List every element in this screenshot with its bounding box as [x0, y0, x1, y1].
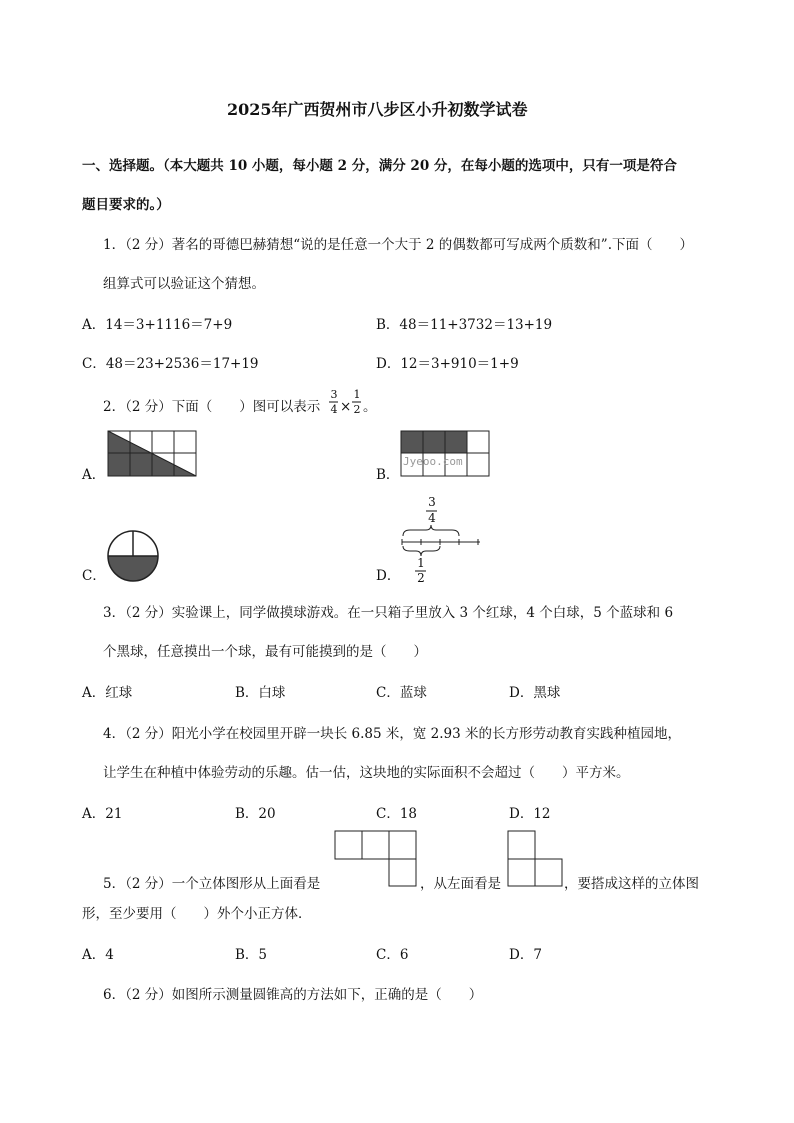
question-1-option-c: C．48＝23+2536＝17+19	[82, 356, 259, 372]
jyeoo-watermark: Jyeoo.com	[403, 455, 463, 468]
option-d-bottom-numerator: 1	[417, 556, 425, 570]
question-4-option-d: D．12	[509, 806, 551, 822]
section-heading-cont: 题目要求的。）	[82, 197, 170, 213]
question-2-option-c: C．	[82, 568, 106, 584]
question-1-stem: 1．（2 分）著名的哥德巴赫猜想“说的是任意一个大于 2 的偶数都可写成两个质数和”.下面（ ）	[103, 237, 693, 253]
times-sign: ×	[340, 399, 352, 415]
question-5-option-a: A．4	[82, 947, 114, 963]
question-5-stem-end: ，要搭成这样的立体图	[564, 876, 699, 892]
question-5-stem-mid: ，从左面看是	[420, 876, 501, 892]
question-3-option-b: B．白球	[235, 685, 286, 701]
question-2-stem: 2．（2 分）下面（ ）图可以表示	[103, 399, 321, 415]
question-4-option-b: B．20	[235, 806, 276, 822]
question-3-option-a: A．红球	[82, 685, 133, 701]
question-5-option-d: D．7	[509, 947, 542, 963]
option-c-circle-figure	[107, 530, 159, 582]
question-5-stem: 5．（2 分）一个立体图形从上面看是	[103, 876, 321, 892]
question-4-option-c: C．18	[376, 806, 418, 822]
option-a-grid-figure	[107, 430, 199, 478]
option-d-top-denominator: 4	[428, 511, 436, 525]
option-d-segment-figure	[400, 524, 484, 558]
question-2-stem-end: 。	[363, 399, 377, 415]
top-view-figure	[334, 830, 418, 888]
question-4-stem: 4．（2 分）阳光小学在校园里开辟一块长 6.85 米，宽 2.93 米的长方形劳动教育实践种植园地，	[103, 726, 682, 742]
question-1-stem-cont: 组算式可以验证这个猜想。	[103, 276, 265, 292]
question-6-stem: 6．（2 分）如图所示测量圆锥高的方法如下，正确的是（ ）	[103, 987, 483, 1003]
page-title: 2025年广西贺州市八步区小升初数学试卷	[227, 100, 528, 119]
question-5-option-b: B．5	[235, 947, 268, 963]
question-3-option-c: C．蓝球	[376, 685, 427, 701]
question-2-option-b: B．	[376, 467, 400, 483]
section-heading: 一、选择题。（本大题共 10 小题，每小题 2 分，满分 20 分，在每小题的选项中，只有一项是符合	[82, 158, 677, 174]
question-1-option-d: D．12＝3+910＝1+9	[376, 356, 519, 372]
fraction-b-denominator: 2	[353, 403, 361, 416]
question-3-stem: 3．（2 分）实验课上，同学做摸球游戏。在一只箱子里放入 3 个红球，4 个白球，5 个蓝球和 6	[103, 605, 674, 621]
question-3-option-d: D．黑球	[509, 685, 561, 701]
question-4-stem-cont: 让学生在种植中体验劳动的乐趣。估一估，这块地的实际面积不会超过（ ）平方米。	[103, 765, 630, 781]
fraction-b-numerator: 1	[353, 388, 361, 401]
question-2-option-a: A．	[82, 467, 106, 483]
question-1-option-a: A．14＝3+1116＝7+9	[82, 317, 233, 333]
left-view-figure	[507, 830, 565, 888]
question-5-option-c: C．6	[376, 947, 409, 963]
question-4-option-a: A．21	[82, 806, 123, 822]
fraction-a-denominator: 4	[330, 403, 338, 416]
option-d-bottom-denominator: 2	[417, 571, 425, 585]
question-1-option-b: B．48＝11+3732＝13+19	[376, 317, 553, 333]
option-d-top-numerator: 3	[428, 495, 436, 509]
question-5-stem-cont: 形，至少要用（ ）外个小正方体．	[82, 906, 312, 922]
fraction-a-numerator: 3	[330, 388, 338, 401]
question-3-stem-cont: 个黑球，任意摸出一个球，最有可能摸到的是（ ）	[103, 644, 427, 660]
question-2-option-d: D．	[376, 568, 401, 584]
